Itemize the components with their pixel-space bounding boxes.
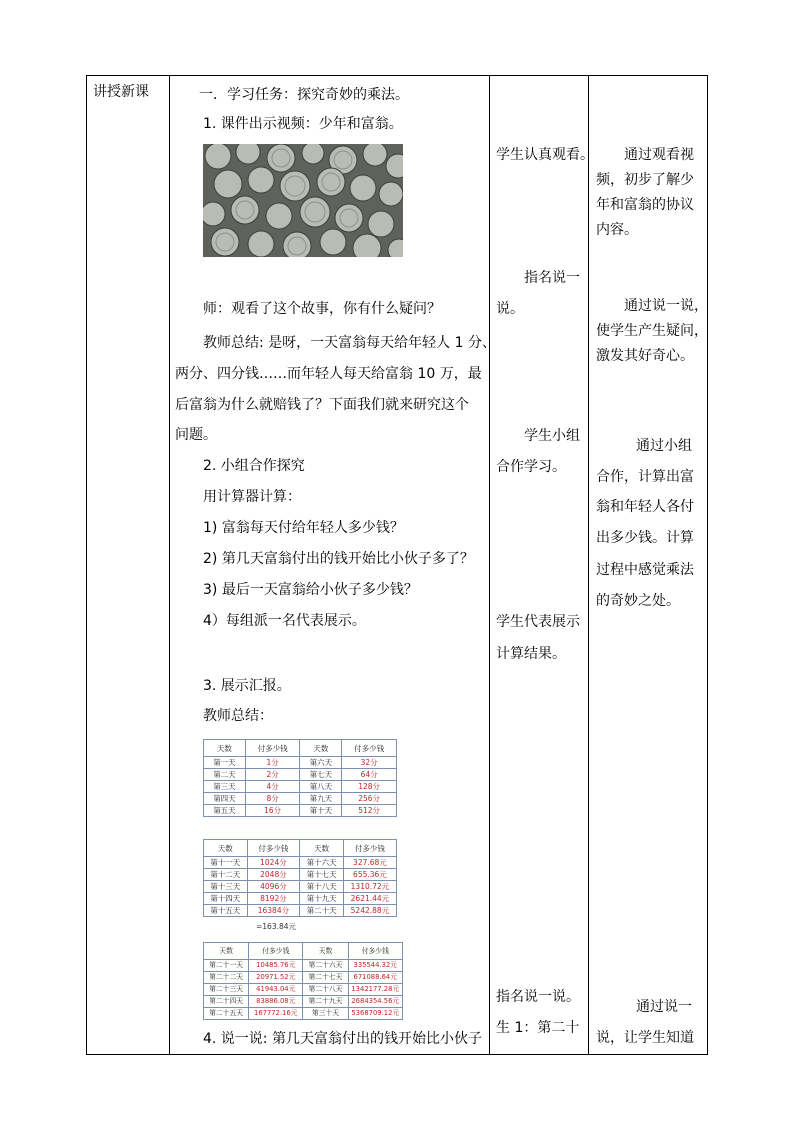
section-title: 一．学习任务：探究奇妙的乘法。 [199,87,409,103]
header-amount: 付多少钱 [342,740,397,757]
table-bottom-border [86,1054,708,1055]
day-cell: 第二十七天 [303,972,348,984]
summary-line-4: 问题。 [175,427,217,443]
amount-cell: 167772.16元 [249,1008,303,1020]
day-cell: 第二十六天 [303,960,348,972]
amount-cell: 16分 [245,805,300,817]
design-intent-1d: 内容。 [596,222,638,238]
student-activity-4a: 学生代表展示 [496,614,580,630]
day-cell: 第三十天 [303,1008,348,1020]
student-activity-5b: 生 1：第二十 [496,1020,580,1036]
table-row [204,972,403,984]
table-2-note: =163.84元 [256,922,297,931]
day-cell: 第六天 [300,757,342,769]
header-amount: 付多少钱 [249,943,303,960]
table-left-border [86,75,87,1055]
item4-text: 4. 说一说: 第几天富翁付出的钱开始比小伙子 [203,1031,482,1047]
design-intent-3f: 的奇妙之处。 [596,593,680,609]
design-intent-2a: 通过说一说， [624,298,708,314]
question-2: 2) 第几天富翁付出的钱开始比小伙子多了？ [203,551,474,567]
table-row [204,769,397,781]
header-days: 天数 [300,740,342,757]
table-row [204,857,397,869]
student-activity-3a: 学生小组 [524,428,580,444]
amount-cell: 4分 [245,781,300,793]
payment-table-3 [203,942,403,1020]
table-header-row [204,840,397,857]
design-intent-3e: 过程中感觉乘法 [596,562,694,578]
table-row [204,757,397,769]
table-row [204,869,397,881]
table-row [204,960,403,972]
day-cell: 第二十天 [300,905,344,917]
question-4: 4）每组派一名代表展示。 [203,613,366,629]
header-days: 天数 [204,840,248,857]
day-cell: 第二十八天 [303,984,348,996]
day-cell: 第十三天 [204,881,248,893]
item2-text: 2. 小组合作探究 [203,458,305,474]
amount-cell: 1310.72元 [343,881,396,893]
student-activity-2b: 说。 [496,301,524,317]
header-days: 天数 [303,943,348,960]
day-cell: 第二十三天 [204,984,249,996]
design-intent-3c: 翁和年轻人各付 [596,499,694,515]
amount-cell: 5242.88元 [343,905,396,917]
day-cell: 第十五天 [204,905,248,917]
amount-cell: 20971.52元 [249,972,303,984]
table-row [204,996,403,1008]
payment-table-1 [203,739,397,817]
amount-cell: 8分 [245,793,300,805]
payment-table-2 [203,839,397,917]
day-cell: 第十一天 [204,857,248,869]
question-1: 1) 富翁每天付给年轻人多少钱？ [203,520,404,536]
design-intent-2c: 激发其好奇心。 [596,348,694,364]
summary-line-1: 教师总结: 是呀，一天富翁每天给年轻人 1 分、 [203,335,496,351]
header-amount: 付多少钱 [247,840,300,857]
amount-cell: 2684354.56元 [348,996,402,1008]
amount-cell: 64分 [342,769,397,781]
item3-text: 3. 展示汇报。 [203,678,291,694]
amount-cell: 655.36元 [343,869,396,881]
day-cell: 第七天 [300,769,342,781]
day-cell: 第二十一天 [204,960,249,972]
student-activity-4b: 计算结果。 [496,646,566,662]
day-cell: 第二十二天 [204,972,249,984]
header-amount: 付多少钱 [343,840,396,857]
summary-line-3: 后富翁为什么就赔钱了？下面我们就来研究这个 [175,397,469,413]
question-3: 3) 最后一天富翁给小伙子多少钱？ [203,582,418,598]
item1-text: 1. 课件出示视频：少年和富翁。 [203,116,403,132]
day-cell: 第十二天 [204,869,248,881]
col-divider-3 [588,75,589,1055]
day-cell: 第十天 [300,805,342,817]
day-cell: 第二十五天 [204,1008,249,1020]
header-days: 天数 [300,840,344,857]
header-amount: 付多少钱 [348,943,402,960]
amount-cell: 335544.32元 [348,960,402,972]
coins-image [203,144,403,257]
table-row [204,881,397,893]
table-row [204,805,397,817]
table-right-border [707,75,708,1055]
design-intent-3d: 出多少钱。计算 [596,530,694,546]
amount-cell: 512分 [342,805,397,817]
amount-cell: 1024分 [247,857,300,869]
day-cell: 第十八天 [300,881,344,893]
amount-cell: 4096分 [247,881,300,893]
day-cell: 第二十九天 [303,996,348,1008]
teacher-summary-label: 教师总结： [203,708,273,724]
summary-line-2: 两分、四分钱……而年轻人每天给富翁 10 万，最 [175,366,482,382]
student-activity-3b: 合作学习。 [496,459,566,475]
phase-label: 讲授新课 [93,84,149,100]
header-amount: 付多少钱 [245,740,300,757]
amount-cell: 128分 [342,781,397,793]
table-top-border [86,75,708,76]
amount-cell: 32分 [342,757,397,769]
amount-cell: 2621.44元 [343,893,396,905]
day-cell: 第三天 [204,781,246,793]
table-row [204,984,403,996]
header-days: 天数 [204,740,246,757]
design-intent-3a: 通过小组 [636,438,692,454]
calc-intro: 用计算器计算： [203,489,301,505]
amount-cell: 41943.04元 [249,984,303,996]
header-days: 天数 [204,943,249,960]
amount-cell: 16384分 [247,905,300,917]
col-divider-1 [169,75,170,1055]
amount-cell: 2048分 [247,869,300,881]
design-intent-3b: 合作，计算出富 [596,469,694,485]
amount-cell: 8192分 [247,893,300,905]
design-intent-1a: 通过观看视 [624,147,694,163]
amount-cell: 671088.64元 [348,972,402,984]
amount-cell: 256分 [342,793,397,805]
teacher-question: 师：观看了这个故事，你有什么疑问？ [203,301,441,317]
day-cell: 第四天 [204,793,246,805]
day-cell: 第二十四天 [204,996,249,1008]
amount-cell: 10485.76元 [249,960,303,972]
day-cell: 第二天 [204,769,246,781]
table-row [204,905,397,917]
day-cell: 第十六天 [300,857,344,869]
table-row [204,1008,403,1020]
amount-cell: 1342177.28元 [348,984,402,996]
day-cell: 第五天 [204,805,246,817]
day-cell: 第八天 [300,781,342,793]
col-divider-2 [489,75,490,1055]
student-activity-2a: 指名说一 [524,270,580,286]
table-header-row [204,740,397,757]
student-activity-1: 学生认真观看。 [496,147,594,163]
coins-picture [203,144,403,257]
amount-cell: 327.68元 [343,857,396,869]
table-row [204,781,397,793]
day-cell: 第九天 [300,793,342,805]
table-row [204,793,397,805]
day-cell: 第十四天 [204,893,248,905]
design-intent-4a: 通过说一 [636,999,692,1015]
day-cell: 第十七天 [300,869,344,881]
design-intent-1c: 年和富翁的协议 [596,197,694,213]
amount-cell: 5368709.12元 [348,1008,402,1020]
table-row [204,893,397,905]
design-intent-2b: 使学生产生疑问， [596,323,708,339]
amount-cell: 1分 [245,757,300,769]
amount-cell: 2分 [245,769,300,781]
design-intent-1b: 频，初步了解少 [596,172,694,188]
day-cell: 第一天 [204,757,246,769]
day-cell: 第十九天 [300,893,344,905]
design-intent-4b: 说，让学生知道 [596,1030,694,1046]
table-header-row [204,943,403,960]
student-activity-5a: 指名说一说。 [496,989,580,1005]
amount-cell: 83886.08元 [249,996,303,1008]
